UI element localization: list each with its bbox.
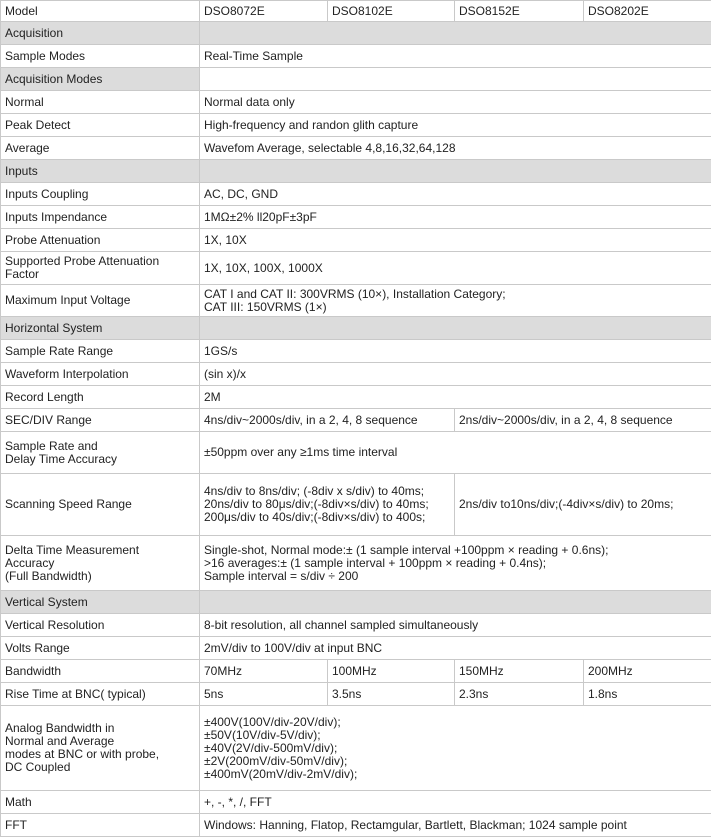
row-value: (sin x)/x <box>200 363 711 386</box>
row-label: Analog Bandwidth in Normal and Average modes at BNC or with probe, DC Coupled <box>1 706 200 791</box>
row-value: Wavefom Average, selectable 4,8,16,32,64,128 <box>200 137 711 160</box>
row-scanning-speed <box>1 474 711 536</box>
row-value: 1GS/s <box>200 340 711 363</box>
model-dso8202e: DSO8202E <box>584 1 711 22</box>
section-vertical <box>1 591 711 614</box>
section-inputs <box>1 160 711 183</box>
row-label: Maximum Input Voltage <box>1 285 200 317</box>
row-waveform-interpolation <box>1 363 711 386</box>
section-title: Acquisition <box>1 22 200 45</box>
row-sec-div <box>1 409 711 432</box>
rise-time-dso8152e: 2.3ns <box>455 683 584 706</box>
row-label: Vertical Resolution <box>1 614 200 637</box>
row-value: AC, DC, GND <box>200 183 711 206</box>
row-label: SEC/DIV Range <box>1 409 200 432</box>
bandwidth-dso8202e: 200MHz <box>584 660 711 683</box>
model-label: Model <box>1 1 200 22</box>
row-value: Windows: Hanning, Flatop, Rectamgular, Bartlett, Blackman; 1024 sample point <box>200 814 711 837</box>
row-supported-probe <box>1 252 711 285</box>
row-label: Inputs Impendance <box>1 206 200 229</box>
row-value-a: 4ns/div to 8ns/div; (-8div x s/div) to 40ms; 20ns/div to 80μs/div;(-8div×s/div) to 40ms; 200μs/div to 40s/div;(-8div×s/div) to 400s; <box>200 474 455 536</box>
row-value: 1MΩ±2% ll20pF±3pF <box>200 206 711 229</box>
row-label: Sample Rate Range <box>1 340 200 363</box>
row-value-b: 2ns/div to10ns/div;(-4div×s/div) to 20ms; <box>455 474 711 536</box>
row-label: Record Length <box>1 386 200 409</box>
row-max-input-voltage <box>1 285 711 317</box>
row-value-a: 4ns/div~2000s/div, in a 2, 4, 8 sequence <box>200 409 455 432</box>
model-dso8072e: DSO8072E <box>200 1 328 22</box>
row-label: Math <box>1 791 200 814</box>
row-value: 1X, 10X, 100X, 1000X <box>200 252 711 285</box>
row-label: Probe Attenuation <box>1 229 200 252</box>
section-title: Acquisition Modes <box>1 68 200 91</box>
model-dso8102e: DSO8102E <box>328 1 455 22</box>
row-label: Bandwidth <box>1 660 200 683</box>
rise-time-dso8202e: 1.8ns <box>584 683 711 706</box>
row-value: ±400V(100V/div-20V/div); ±50V(10V/div-5V/div); ±40V(2V/div-500mV/div); ±2V(200mV/div-50mV/div); ±400mV(20mV/div-2mV/div); <box>200 706 711 791</box>
row-label: Volts Range <box>1 637 200 660</box>
row-label: Sample Modes <box>1 45 200 68</box>
row-probe-attenuation <box>1 229 711 252</box>
row-value-b: 2ns/div~2000s/div, in a 2, 4, 8 sequence <box>455 409 711 432</box>
section-title: Inputs <box>1 160 200 183</box>
row-value: 2M <box>200 386 711 409</box>
row-label: Rise Time at BNC( typical) <box>1 683 200 706</box>
row-normal <box>1 91 711 114</box>
row-bandwidth <box>1 660 711 683</box>
row-sample-modes <box>1 45 711 68</box>
section-title: Horizontal System <box>1 317 200 340</box>
row-peak-detect <box>1 114 711 137</box>
row-value: Real-Time Sample <box>200 45 711 68</box>
bandwidth-dso8102e: 100MHz <box>328 660 455 683</box>
section-title: Vertical System <box>1 591 200 614</box>
row-label: Normal <box>1 91 200 114</box>
row-label: Scanning Speed Range <box>1 474 200 536</box>
row-label: FFT <box>1 814 200 837</box>
row-label: Supported Probe Attenuation Factor <box>1 252 200 285</box>
row-label: Delta Time Measurement Accuracy (Full Bandwidth) <box>1 536 200 591</box>
row-sample-rate <box>1 340 711 363</box>
row-average <box>1 137 711 160</box>
row-delta-time <box>1 536 711 591</box>
row-delay-accuracy <box>1 432 711 474</box>
row-vertical-resolution <box>1 614 711 637</box>
model-row <box>1 1 711 22</box>
row-inputs-impedance <box>1 206 711 229</box>
row-analog-bandwidth <box>1 706 711 791</box>
row-label: Inputs Coupling <box>1 183 200 206</box>
row-label: Sample Rate and Delay Time Accuracy <box>1 432 200 474</box>
row-value: 2mV/div to 100V/div at input BNC <box>200 637 711 660</box>
rise-time-dso8072e: 5ns <box>200 683 328 706</box>
row-value: +, -, *, /, FFT <box>200 791 711 814</box>
row-fft <box>1 814 711 837</box>
row-inputs-coupling <box>1 183 711 206</box>
bandwidth-dso8072e: 70MHz <box>200 660 328 683</box>
row-label: Peak Detect <box>1 114 200 137</box>
row-record-length <box>1 386 711 409</box>
row-label: Waveform Interpolation <box>1 363 200 386</box>
row-label: Average <box>1 137 200 160</box>
section-acquisition-modes <box>1 68 711 91</box>
row-value: CAT I and CAT II: 300VRMS (10×), Installation Category; CAT III: 150VRMS (1×) <box>200 285 711 317</box>
row-rise-time <box>1 683 711 706</box>
section-acquisition <box>1 22 711 45</box>
row-value: High-frequency and randon glith capture <box>200 114 711 137</box>
row-math <box>1 791 711 814</box>
model-dso8152e: DSO8152E <box>455 1 584 22</box>
row-value: 1X, 10X <box>200 229 711 252</box>
row-value: Single-shot, Normal mode:± (1 sample interval +100ppm × reading + 0.6ns); >16 averages:± (1 sample interval + 100ppm × reading + 0.4ns); Sample interval = s/div ÷ 200 <box>200 536 711 591</box>
rise-time-dso8102e: 3.5ns <box>328 683 455 706</box>
row-value: Normal data only <box>200 91 711 114</box>
bandwidth-dso8152e: 150MHz <box>455 660 584 683</box>
row-value: 8-bit resolution, all channel sampled simultaneously <box>200 614 711 637</box>
row-volts-range <box>1 637 711 660</box>
row-value: ±50ppm over any ≥1ms time interval <box>200 432 711 474</box>
section-horizontal <box>1 317 711 340</box>
